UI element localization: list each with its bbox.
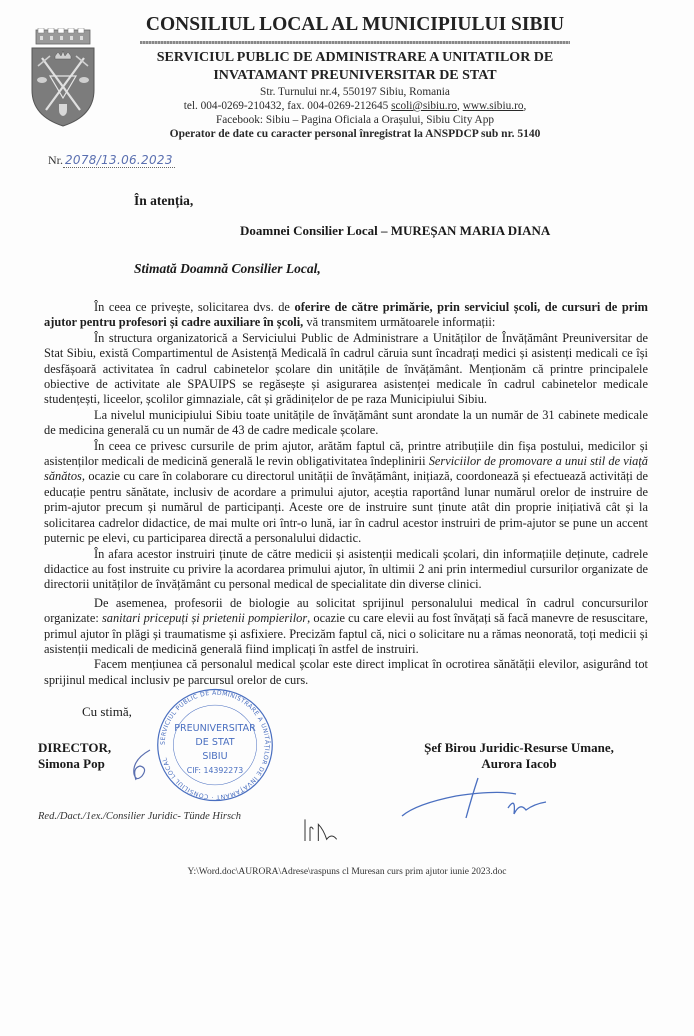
drafter-initials-icon: [300, 814, 350, 848]
addressee: Doamnei Consilier Local – MUREȘAN MARIA DIANA: [240, 223, 551, 238]
facebook-line: Facebook: Sibiu – Pagina Oficiala a Orașului, Sibiu City App: [216, 114, 494, 126]
file-path-footer: Y:\Word.doc\AURORA\Adrese\raspuns cl Muresan curs prim ajutor iunie 2023.doc: [187, 867, 507, 878]
paragraph-2: În structura organizatorică a Serviciului Public de Administrare a Unităților de Învățământ Preuniversitar de Stat Sibiu, există Compartimentul de Asistență Medicală în cadrul căruia sunt încadrați medici și asistenți medicali ce își desfășoară activitatea în cadrul cabinetelor școlare din unitățile de învățământ. Menționăm că printre principalele obiective de activitate ale SPAUIPS se regăsește și asigurarea asistenței medicale în cadrul cabinetelor medicale studențești, liceelor, școlilor gimnaziale, cât și grădinițelor de pe raza Municipiului Sibiu.: [44, 330, 648, 407]
address: Str. Turnului nr.4, 550197 Sibiu, Romania: [260, 86, 450, 98]
p4-text: În ceea ce privesc cursurile de prim ajutor, arătăm faptul că, printre atribuțiile din fișa postului, medicilor și asistenților medicali de medicină generală le revin obligativitatea îndeplinirii: [44, 438, 648, 469]
letter-body: [44, 300, 648, 688]
subtitle-line-1: SERVICIUL PUBLIC DE ADMINISTRARE A UNITATILOR DE: [156, 50, 554, 65]
legal-head-signature-block: [384, 740, 654, 772]
legal-head-role: Șef Birou Juridic-Resurse Umane,: [424, 740, 614, 756]
paragraph-5: În afara acestor instruiri ținute de către medicii și asistenții medicali școlari, din informațiile deținute, cadrele didactice au fost instruite cu privire la acordarea primului ajutor, în ultimii 2 ani prin intermediul cursurilor organizate de directorii unităților de învățământ cu personal medical de specialitate din diverse clinici.: [44, 546, 648, 592]
director-signature-block: [38, 740, 111, 772]
registration-label: Nr.: [48, 153, 63, 167]
signature-area: [0, 689, 694, 854]
letterhead-text: [140, 12, 570, 141]
registration-value: 2078/13.06.2023: [65, 153, 173, 167]
website-link[interactable]: www.sibiu.ro: [462, 100, 524, 112]
p1-text-end: vă transmitem următoarele informații:: [303, 315, 496, 330]
p6-text: De asemenea, profesorii de biologie au solicitat sprijinul personalului medical în cadrul concursurilor organizate:: [44, 595, 648, 626]
stamp-ring-text: SERVICIUL PUBLIC DE ADMINISTRARE A UNITĂȚILOR DE ÎNVĂȚĂMÂNT · CONSILIUL LOCAL: [159, 689, 271, 801]
paragraph-1: [44, 300, 648, 331]
official-stamp: [150, 686, 280, 804]
p4-italic: Serviciilor de promovare a unui stil de viață sănătos,: [44, 454, 648, 484]
stamp-line-1: PREUNIVERSITAR: [174, 723, 256, 735]
coat-of-arms-icon: [28, 28, 98, 128]
drafted-by: Red./Dact./1ex./Consilier Juridic- Tünde Hirsch: [38, 811, 241, 823]
attention-line: În atenția,: [134, 193, 194, 208]
operator-line: Operator de date cu caracter personal înregistrat la ANSPDCP sub nr. 5140: [169, 128, 541, 140]
director-name: Simona Pop: [38, 756, 105, 772]
email-link[interactable]: scoli@sibiu.ro: [391, 100, 458, 112]
paragraph-3: La nivelul municipiului Sibiu toate unitățile de învățământ sunt arondate la un număr de 31 cabinete medicale de medicina generală cu un număr de 43 de cadre medicale școlare.: [44, 407, 648, 438]
paragraph-4: [44, 439, 648, 547]
header-divider: [140, 41, 570, 44]
legal-head-signature-icon: [396, 776, 576, 826]
p6-italic: sanitari pricepuți și prietenii pompierilor: [101, 611, 308, 626]
contact-line: tel. 004-0269-210432, fax. 004-0269-212645 scoli@sibiu.ro, www.sibiu.ro,: [183, 100, 527, 112]
salutation: Stimată Doamnă Consilier Local,: [134, 261, 321, 276]
institution-title: CONSILIUL LOCAL AL MUNICIPIULUI SIBIU: [145, 14, 565, 35]
p6-text-end: , ocazie cu care elevii au fost învățați să facă manevre de resuscitare, primul ajutor în plăgi și traumatisme și asfixiere. Precizăm faptul că, nici o solicitare nu a rămas neonorată, toți medicii și asistenții medicali de medicină generală fiind implicați în astfel de instruiri.: [44, 611, 648, 656]
p1-text: În ceea ce privește, solicitarea dvs. de: [94, 300, 295, 314]
letterhead: [0, 0, 694, 170]
p4-text-end: ocazie cu care în colaborare cu directorul unității de învățământ, inițiază, coordonează și efectuează activități de educație pentru sănătate, inclusiv de acordare a primului ajutor, aceștia raportând lunar numărul orelor de instruire de prim-ajutor precum și numărul de participanți. Aceste ore de instruire sunt ținute atât din proprie inițiativă cât și la solicitarea cadrelor didactice, de mai multe ori într-o lună, iar în cadrul acestor instruiri de prim-ajutor se pune un accent puternic pe elevi, cu participarea directă a personalului didactic.: [44, 469, 648, 546]
stamp-cif: CIF: 14392273: [186, 765, 244, 775]
closing: Cu stimă,: [82, 704, 132, 720]
legal-head-name: Aurora Iacob: [481, 756, 557, 772]
paragraph-7: Facem mențiunea că personalul medical școlar este direct implicat în ocrotirea sănătății elevilor, asigurând tot sprijinul medical inclusiv pe parcursul orelor de curs.: [44, 657, 648, 687]
registration-number: [48, 152, 175, 168]
subtitle-line-2: INVATAMANT PREUNIVERSITAR DE STAT: [213, 68, 497, 83]
paragraph-6: [44, 596, 648, 658]
stamp-line-2: DE STAT: [195, 737, 235, 749]
stamp-line-3: SIBIU: [202, 751, 228, 763]
director-role: DIRECTOR,: [38, 740, 112, 756]
p1-request-bold: oferire de către primărie, prin serviciul școli, de cursuri de prim ajutor pentru profesori și cadre auxiliare în școli,: [44, 300, 648, 330]
phone-fax: tel. 004-0269-210432, fax. 004-0269-212645: [183, 100, 389, 112]
